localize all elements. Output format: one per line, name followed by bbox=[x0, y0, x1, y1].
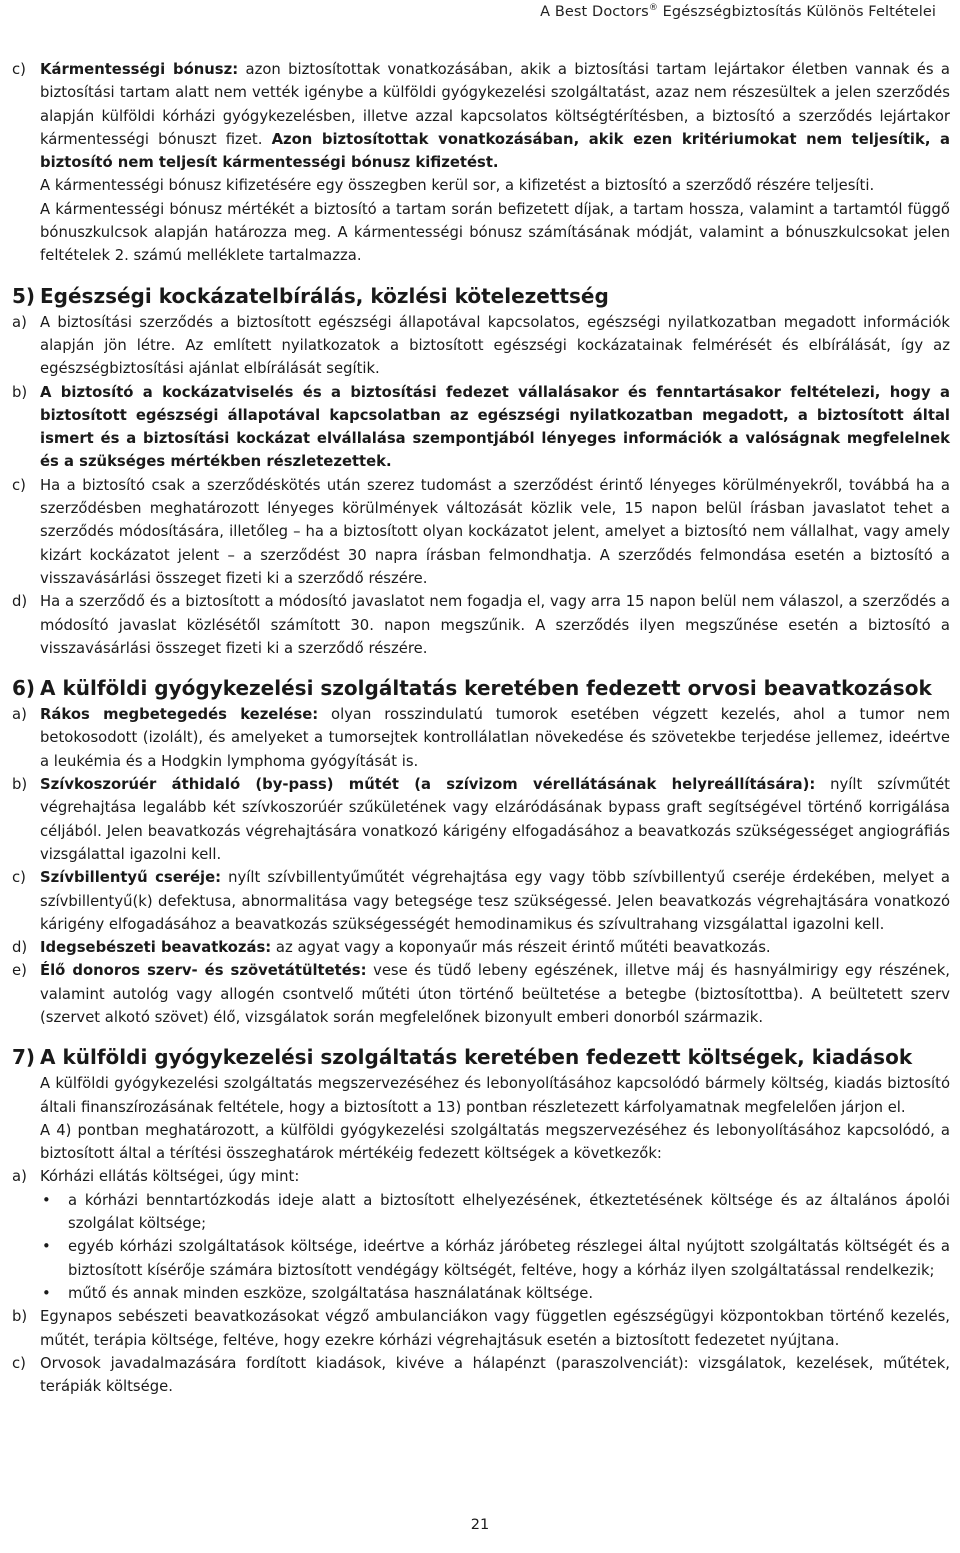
item-term: Élő donoros szerv- és szövetátültetés: bbox=[40, 962, 367, 980]
header-brand: A Best Doctors bbox=[540, 4, 649, 20]
section-heading bbox=[12, 675, 950, 701]
bullet-icon: • bbox=[42, 1238, 51, 1256]
item-text: Ha a szerződő és a biztosított a módosító javaslatot nem fogadja el, vagy arra 15 napon belül nem válaszol, a szerződés a módosító javaslat közlésétől számított 30. napon megszűnik. A szerződés ilyen megszűnése esetén a biztosító a visszavásárlási összeget fizeti ki a szerződő részére. bbox=[40, 593, 950, 657]
item-text bbox=[40, 936, 950, 959]
section-heading bbox=[12, 283, 950, 309]
list-item bbox=[12, 866, 950, 936]
item-text: A biztosítási szerződés a biztosított egészségi állapotával kapcsolatos, egészségi nyilatkozatban megadott információk alapján jön létre. Az említett nyilatkozatok a biztosított egészségi kockázatainak felmérését és elbírálását, így az egészségbiztosítási ajánlat elbírálását segítik. bbox=[40, 313, 950, 378]
section-title: A külföldi gyógykezelési szolgáltatás keretében fedezett orvosi beavatkozások bbox=[40, 676, 932, 701]
item-definition: vese és tüdő lebeny egészének, illetve máj és hasnyálmirigy egy részének, valamint autológ vagy allogén csontvelő műtéti úton történő beültetése a betegbe (biztosítottba). A beültetett szerv (szervet alkotó szövet) élő, vizsgálatok során megfelelőnek bizonyult emberi donorból származik. bbox=[40, 962, 950, 1026]
item-term: Idegsebészeti beavatkozás: bbox=[40, 939, 272, 957]
bullet-item bbox=[40, 1235, 950, 1282]
item-text bbox=[40, 773, 950, 866]
list-item bbox=[12, 381, 950, 474]
list-item bbox=[12, 773, 950, 866]
running-header bbox=[540, 3, 936, 20]
list-item bbox=[12, 1305, 950, 1352]
item-label: a) bbox=[12, 706, 27, 724]
section-heading bbox=[12, 1044, 950, 1070]
section-title: A külföldi gyógykezelési szolgáltatás keretében fedezett költségek, kiadások bbox=[40, 1045, 913, 1070]
item-text bbox=[40, 58, 950, 174]
section-paragraph: A külföldi gyógykezelési szolgáltatás megszervezéséhez és lebonyolításához kapcsolódó bármely költség, kiadás biztosító általi finanszírozásának feltétele, hogy a biztosított a 13) pontban részletezett kárfolyamatnak megfelelően járjon el. bbox=[40, 1075, 950, 1116]
bullet-item bbox=[40, 1189, 950, 1236]
item-definition: olyan rosszindulatú tumorok esetében végzett kezelés, ahol a tumor nem betokosodott (izolált), és amelyeket a tumorsejtek kontrollálatlan növekedése és szövetekbe terjedése jellemez, ideértve a leukémia és a Hodgkin lymphoma gyógyítását is. bbox=[40, 706, 950, 770]
item-label: c) bbox=[12, 476, 26, 494]
item-definition: nyílt szívműtét végrehajtása legalább két szívkoszorúér szűkületének vagy elzáródásának bypass graft segítségével történő korrigálása céljából. Jelen beavatkozás végrehajtására vonatkozó kárigény elfogadásához a beavatkozás szükségességet angiográfiás vizsgálattal igazolni kell. bbox=[40, 776, 950, 863]
document-body bbox=[12, 58, 950, 1398]
list-item bbox=[12, 1165, 950, 1188]
item-term: Rákos megbetegedés kezelése: bbox=[40, 706, 319, 724]
item-label: e) bbox=[12, 962, 27, 980]
item-term: Szívbillentyű cseréje: bbox=[40, 869, 222, 887]
registered-mark: ® bbox=[648, 3, 658, 13]
section-title: Egészségi kockázatelbírálás, közlési kötelezettség bbox=[40, 283, 609, 308]
item-label: c) bbox=[12, 1354, 26, 1372]
item-text: Kórházi ellátás költségei, úgy mint: bbox=[40, 1168, 300, 1186]
item-term: Szívkoszorúér áthidaló (by-pass) műtét (a szívizom vérellátásának helyreállítására): bbox=[40, 776, 816, 794]
item-definition: nyílt szívbillentyűműtét végrehajtása egy vagy több szívbillentyű cseréje érdekében, melyet a szívbillentyű(k) defektusa, abnormalitása vagy betegsége tesz szükségessé. Jelen beavatkozás végrehajtására vonatkozó kárigény elfogadásához a beavatkozás szükségességét hemodinamikus és szívultrahang vizsgálattal igazolni kell. bbox=[40, 869, 950, 933]
bonus-definition: azon biztosítottak vonatkozásában, akik a biztosítási tartam lejártakor életben vannak és a biztosítási tartam alatt nem vették igénybe a külföldi gyógykezelési szolgáltatást, azaz nem részesültek a jelen szerződés alapján külföldi kórházi gyógykezelésben, illetve azzal kapcsolatos költségtérítésben, a biztosító a szerződés lejártakor kármentességi bónuszt fizet. bbox=[40, 61, 950, 148]
item-label: a) bbox=[12, 313, 27, 331]
item-label: d) bbox=[12, 939, 28, 957]
list-item bbox=[12, 311, 950, 381]
section-number: 5) bbox=[12, 283, 36, 308]
item-definition: az agyat vagy a koponyaűr más részeit érintő műtéti beavatkozás. bbox=[271, 939, 771, 957]
item-label: b) bbox=[12, 383, 28, 401]
list-item bbox=[12, 474, 950, 590]
page-number: 21 bbox=[470, 1517, 490, 1533]
list-item bbox=[12, 703, 950, 773]
bullet-text: műtő és annak minden eszköze, szolgáltatása használatának költsége. bbox=[68, 1284, 594, 1302]
bonus-exclusion: Azon biztosítottak vonatkozásában, akik ezen kritériumokat nem teljesítik, a biztosító nem teljesít kármentességi bónusz kifizetést. bbox=[40, 130, 951, 172]
bonus-amount-paragraph: A kármentességi bónusz mértékét a biztosító a tartam során befizetett díjak, a tartam hossza, valamint a tartamtól függő bónuszkulcsok alapján határozza meg. A kármentességi bónusz számításának módját, valamint a bónuszkulcsokat jelen feltételek 2. számú melléklete tartalmazza. bbox=[40, 200, 950, 265]
section-paragraph: A 4) pontban meghatározott, a külföldi gyógykezelési szolgáltatás megszervezéséhez és lebonyolításához kapcsolódó, a biztosított által a térítési összeghatárok mértékéig fedezett költségek a következők: bbox=[40, 1121, 950, 1163]
item-text: Orvosok javadalmazására fordított kiadások, kivéve a hálapénzt (paraszolvenciát): vizsgálatok, kezelések, műtétek, terápiák költsége. bbox=[40, 1354, 950, 1396]
bonus-item bbox=[12, 58, 950, 174]
item-text: A biztosító a kockázatviselés és a biztosítási fedezet vállalásakor és fenntartásakor feltételezi, hogy a biztosított egészségi állapotával kapcsolatban az egészségi nyilatkozatban megadott, a biztosított által ismert és a biztosítási kockázat elvállalása szempontjából lényeges információk a valóságnak megfelelnek és a szükséges mértékben részletezettek. bbox=[40, 383, 950, 471]
item-label: d) bbox=[12, 593, 28, 611]
item-label: a) bbox=[12, 1168, 27, 1186]
list-item bbox=[12, 1352, 950, 1399]
item-text bbox=[40, 866, 950, 936]
bullet-item bbox=[40, 1282, 950, 1305]
item-label: c) bbox=[12, 869, 26, 887]
section-number: 7) bbox=[12, 1045, 36, 1070]
list-item bbox=[12, 936, 950, 959]
item-label: b) bbox=[12, 1308, 28, 1326]
bonus-term: Kármentességi bónusz: bbox=[40, 61, 239, 78]
list-item bbox=[12, 959, 950, 1029]
bullet-text: egyéb kórházi szolgáltatások költsége, ideértve a kórház járóbeteg részlegei által nyújtott szolgáltatás költségét és a biztosított kísérője számára biztosított vendégágy költségét, feltéve, hogy a kórház ilyen szolgáltatással rendelkezik; bbox=[68, 1238, 950, 1279]
bonus-payment-paragraph: A kármentességi bónusz kifizetésére egy összegben kerül sor, a kifizetést a biztosító a szerződő részére teljesíti. bbox=[40, 177, 875, 195]
list-item bbox=[12, 590, 950, 660]
bullet-text: a kórházi benntartózkodás ideje alatt a biztosított elhelyezésének, étkeztetésének költsége és az általános ápolói szolgálat költsége; bbox=[68, 1191, 950, 1233]
item-text: Egynapos sebészeti beavatkozásokat végző ambulanciákon vagy független egészségügyi központokban történő kezelés, műtét, terápia költsége, feltéve, hogy ezekre kórházi végrehajtásuk esetén a biztosított fedezetet nyújtana. bbox=[40, 1308, 950, 1349]
item-label: b) bbox=[12, 776, 28, 794]
item-label: c) bbox=[12, 61, 26, 78]
item-text: Ha a biztosító csak a szerződéskötés után szerez tudomást a szerződést érintő lényeges körülményekről, továbbá ha a szerződésben meghatározott lényeges körülmények változását közlik vele, 15 napon belül írásban javaslatot tehet a szerződés módosítására, illetőleg – ha a biztosított olyan kockázatot jelent, amelyet a biztosító nem vállalhat, vagy amely kizárt kockázatot jelent – a szerződést 30 napra írásban felmondhatja. A szerződés felmondása esetén a biztosító a visszavásárlási összeget fizeti ki a szerződő részére. bbox=[40, 476, 950, 587]
bullet-icon: • bbox=[42, 1284, 51, 1302]
section-number: 6) bbox=[12, 676, 36, 701]
item-text bbox=[40, 959, 950, 1029]
header-title: Egészségbiztosítás Különös Feltételei bbox=[657, 4, 936, 20]
item-text bbox=[40, 703, 950, 773]
bullet-icon: • bbox=[42, 1191, 51, 1209]
